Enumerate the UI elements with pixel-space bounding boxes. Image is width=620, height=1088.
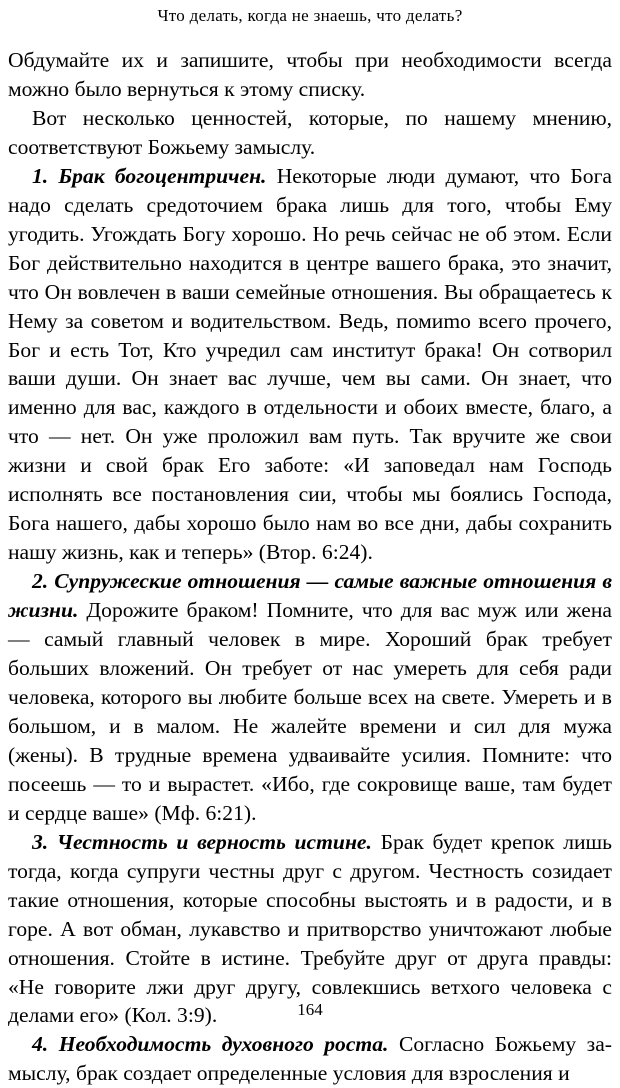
paragraph-lead: 2. Супружеские отношения — самые важные отношения в жизни. xyxy=(8,569,612,623)
paragraph xyxy=(8,162,612,567)
running-head: Что делать, когда не знаешь, что делать? xyxy=(157,6,463,25)
paragraph-lead: 1. Брак богоцентричен. xyxy=(32,163,267,188)
paragraph-text: Некоторые люди думают, что Бога надо сделать средоточием брака лишь для того, чтобы Ему угодить. Угождать Богу хорошо. Но речь сейчас не об этом. Если Бог действительно находится в центре вашего брака, это значит, что Он вовлечен в ваши семейные отношения. Вы обращаетесь к Нему за советом и водительством. Ведь, помиmо всего прочего, Бог и есть Тот, Кто учредил сам институт брака! Он сотворил ваши души. Он знает вас лучше, чем вы сами. Он знает, что именно для вас, каждого в отдельности и обоих вместе, благо, а что — нет. Он уже проложил вам путь. Так вручите же свои жизни и свой брак Его заботе: «И заповедал нам Господь исполнять все постановления сии, чтобы мы боялись Господа, Бога нашего, дабы хорошо было нам во все дни, дабы сохранить нашу жизнь, как и теперь» (Втор. 6:24). xyxy=(8,163,613,565)
page-number: 164 xyxy=(297,1000,323,1019)
paragraph-text: Вот несколько ценностей, которые, по нашему мнению, соответствуют Божьему замыслу. xyxy=(8,105,612,159)
paragraph-text: Согласно Божьему замыслу, брак создает определенные условия для взросления и xyxy=(8,1032,612,1086)
paragraph-lead: 4. Необходимость духовного роста. xyxy=(32,1032,389,1057)
body-text xyxy=(8,46,612,1088)
paragraph xyxy=(8,567,612,828)
paragraph xyxy=(8,1030,612,1088)
paragraph-text: Дорожите браком! Помните, что для вас муж или жена — самый главный человек в мире. Хороший брак требует больших вложений. Он требует от нас умереть для себя ради человека, которого вы любите больше всех на свете. Умереть и в большом, и в малом. Не жалейте времени и сил для мужа (жены). В трудные времена удваивайте усилия. Помните: что посеешь — то и вырастет. «Ибо, где сокровище ваше, там будет и сердце ваше» (Мф. 6:21). xyxy=(8,598,612,825)
paragraph xyxy=(8,46,612,104)
paragraph-lead: 3. Честность и верность истине. xyxy=(32,829,372,854)
paragraph-text: Брак будет крепок лишь тогда, когда супруги честны друг с другом. Честность созидает такие отношения, которые способны выстоять и в радости, и в горе. А вот обман, лукавство и притворство уничтожают любые отношения. Стойте в истине. Требуйте друг от друга правды: «Не говорите лжи друг другу, совлекшись ветхого человека с делами его» (Кол. 3:9). xyxy=(8,829,612,1028)
paragraph-text: Обдумайте их и запишите, чтобы при необходимости всегда можно было вернуться к этому списку. xyxy=(8,48,612,101)
paragraph xyxy=(8,104,612,162)
